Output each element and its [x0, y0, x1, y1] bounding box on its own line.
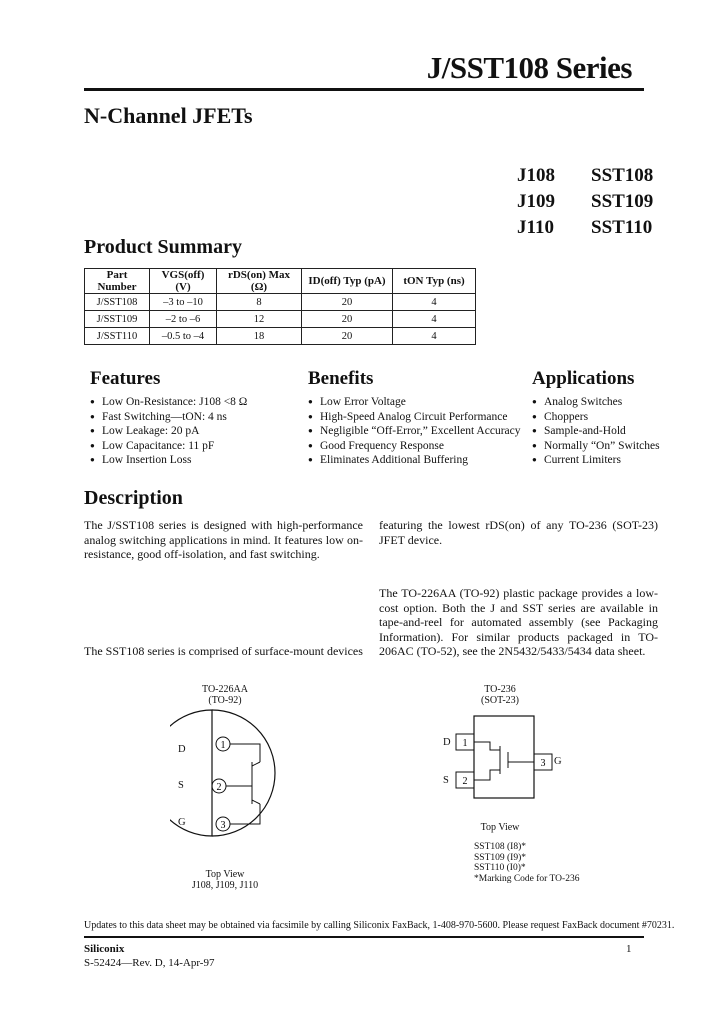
pin-label-g: G [554, 756, 562, 767]
list-item: ● Analog Switches [532, 395, 660, 410]
list-item: ● Eliminates Additional Buffering [308, 453, 520, 468]
table-cell: 8 [217, 294, 302, 311]
pin-label-g: G [178, 817, 186, 828]
table-cell: –3 to –10 [150, 294, 217, 311]
table-cell: 20 [302, 328, 393, 345]
description-right-p1: featuring the lowest rDS(on) of any TO-236 (SOT-23) JFET device. [379, 518, 658, 547]
jfet-symbol [226, 744, 260, 824]
list-item: ● Choppers [532, 410, 660, 425]
col-vgs-off: VGS(off) (V) [150, 269, 217, 294]
pin-label-s: S [443, 775, 449, 786]
part-row [517, 163, 657, 189]
part-sst: SST108 [591, 165, 654, 186]
table-cell: –0.5 to –4 [150, 328, 217, 345]
col-part-number: Part Number [85, 269, 150, 294]
package-name: TO-226AA [202, 684, 248, 695]
table-cell: J/SST109 [85, 311, 150, 328]
view-text: Top View [205, 869, 245, 880]
pin-num: 1 [462, 738, 468, 749]
update-note: Updates to this data sheet may be obtained via facsimile by calling Siliconix FaxBack, 1-408-970-5600. Please request FaxBack document #70231. [84, 920, 675, 931]
list-item: ● Negligible “Off-Error,” Excellent Accuracy [308, 424, 520, 439]
list-item: ● High-Speed Analog Circuit Performance [308, 410, 520, 425]
part-number-grid [517, 163, 657, 241]
features-list [90, 395, 247, 468]
description-title: Description [84, 487, 183, 509]
table-row [85, 294, 476, 311]
table-cell: 4 [393, 311, 476, 328]
applications-title: Applications [532, 368, 635, 389]
description-left-p2: The SST108 series is comprised of surface-mount devices [84, 644, 363, 658]
page-subtitle: N-Channel JFETs [84, 103, 253, 128]
marking-code-note: *Marking Code for TO-236 [474, 873, 580, 884]
series-title: J/SST108 Series [426, 50, 632, 85]
table-cell: J/SST110 [85, 328, 150, 345]
table-cell: 4 [393, 328, 476, 345]
list-item: ● Low Error Voltage [308, 395, 520, 410]
page-number: 1 [626, 943, 632, 955]
product-summary-table [84, 268, 476, 345]
marking-code: SST108 (I8)* [474, 842, 526, 852]
pin-num: 2 [462, 776, 468, 787]
sot23-view-label: Top View [480, 822, 520, 833]
col-ton: tON Typ (ns) [393, 269, 476, 294]
table-cell: 20 [302, 294, 393, 311]
pin-num: 3 [540, 758, 546, 769]
applications-list [532, 395, 660, 468]
pin-label-s: S [178, 780, 184, 791]
package-alt-name: (TO-92) [208, 695, 242, 706]
part-j: J108 [517, 165, 555, 186]
col-rds-on: rDS(on) Max (Ω) [217, 269, 302, 294]
pin-num: 1 [220, 740, 226, 751]
to92-package-diagram [170, 706, 280, 846]
list-item: ● Low Insertion Loss [90, 453, 247, 468]
list-item: ● Fast Switching—tON: 4 ns [90, 410, 247, 425]
benefits-list [308, 395, 520, 468]
part-j: J110 [517, 217, 554, 238]
package-outline [474, 716, 534, 798]
part-j: J109 [517, 191, 555, 212]
table-cell: J/SST108 [85, 294, 150, 311]
table-cell: 12 [217, 311, 302, 328]
list-item: ● Normally “On” Switches [532, 439, 660, 454]
sot23-package-label [450, 684, 550, 706]
part-row [517, 189, 657, 215]
table-row [85, 328, 476, 345]
table-cell: 20 [302, 311, 393, 328]
package-alt-name: (SOT-23) [481, 695, 519, 706]
features-title: Features [90, 368, 161, 389]
table-header-row [85, 269, 476, 294]
footer-rule [84, 936, 644, 938]
package-outline-flat [170, 710, 212, 836]
benefits-title: Benefits [308, 368, 374, 389]
part-row [517, 215, 657, 241]
to92-view-label [170, 869, 280, 891]
footer-doc-number: S-52424—Rev. D, 14-Apr-97 [84, 957, 215, 969]
marking-code: SST110 (I0)* [474, 863, 526, 873]
description-left-p1: The J/SST108 series is designed with high-performance analog switching applications in mind. It features low on-resistance, good off-isolation, and fast switching. [84, 518, 363, 561]
pin-label-d: D [178, 744, 186, 755]
table-cell: 18 [217, 328, 302, 345]
to92-package-label [170, 684, 280, 706]
pin-num: 3 [220, 820, 226, 831]
jfet-symbol [474, 742, 534, 780]
part-list-text: J108, J109, J110 [191, 880, 259, 891]
product-summary-title: Product Summary [84, 236, 242, 258]
table-cell: –2 to –6 [150, 311, 217, 328]
list-item: ● Low Capacitance: 11 pF [90, 439, 247, 454]
footer-company: Siliconix [84, 943, 125, 955]
pin-num: 2 [216, 782, 222, 793]
table-cell: 4 [393, 294, 476, 311]
col-id-off: ID(off) Typ (pA) [302, 269, 393, 294]
list-item: ● Sample-and-Hold [532, 424, 660, 439]
marking-codes [474, 842, 579, 884]
part-sst: SST109 [591, 191, 654, 212]
pin-label-d: D [443, 737, 451, 748]
package-name: TO-236 [484, 684, 516, 695]
list-item: ● Good Frequency Response [308, 439, 520, 454]
table-row [85, 311, 476, 328]
part-sst: SST110 [591, 217, 653, 238]
marking-code: SST109 (I9)* [474, 852, 526, 863]
sot23-package-diagram [450, 712, 560, 802]
list-item: ● Low On-Resistance: J108 <8 Ω [90, 395, 247, 410]
list-item: ● Low Leakage: 20 pA [90, 424, 247, 439]
description-right-p2: The TO-226AA (TO-92) plastic package provides a low-cost option. Both the J and SST series are available in tape-and-reel for automated assembly (see Packaging Information). For similar products packaged in TO-206AC (TO-52), see the 2N5432/5433/5434 data sheet. [379, 586, 658, 658]
list-item: ● Current Limiters [532, 453, 660, 468]
header-rule [84, 88, 644, 91]
